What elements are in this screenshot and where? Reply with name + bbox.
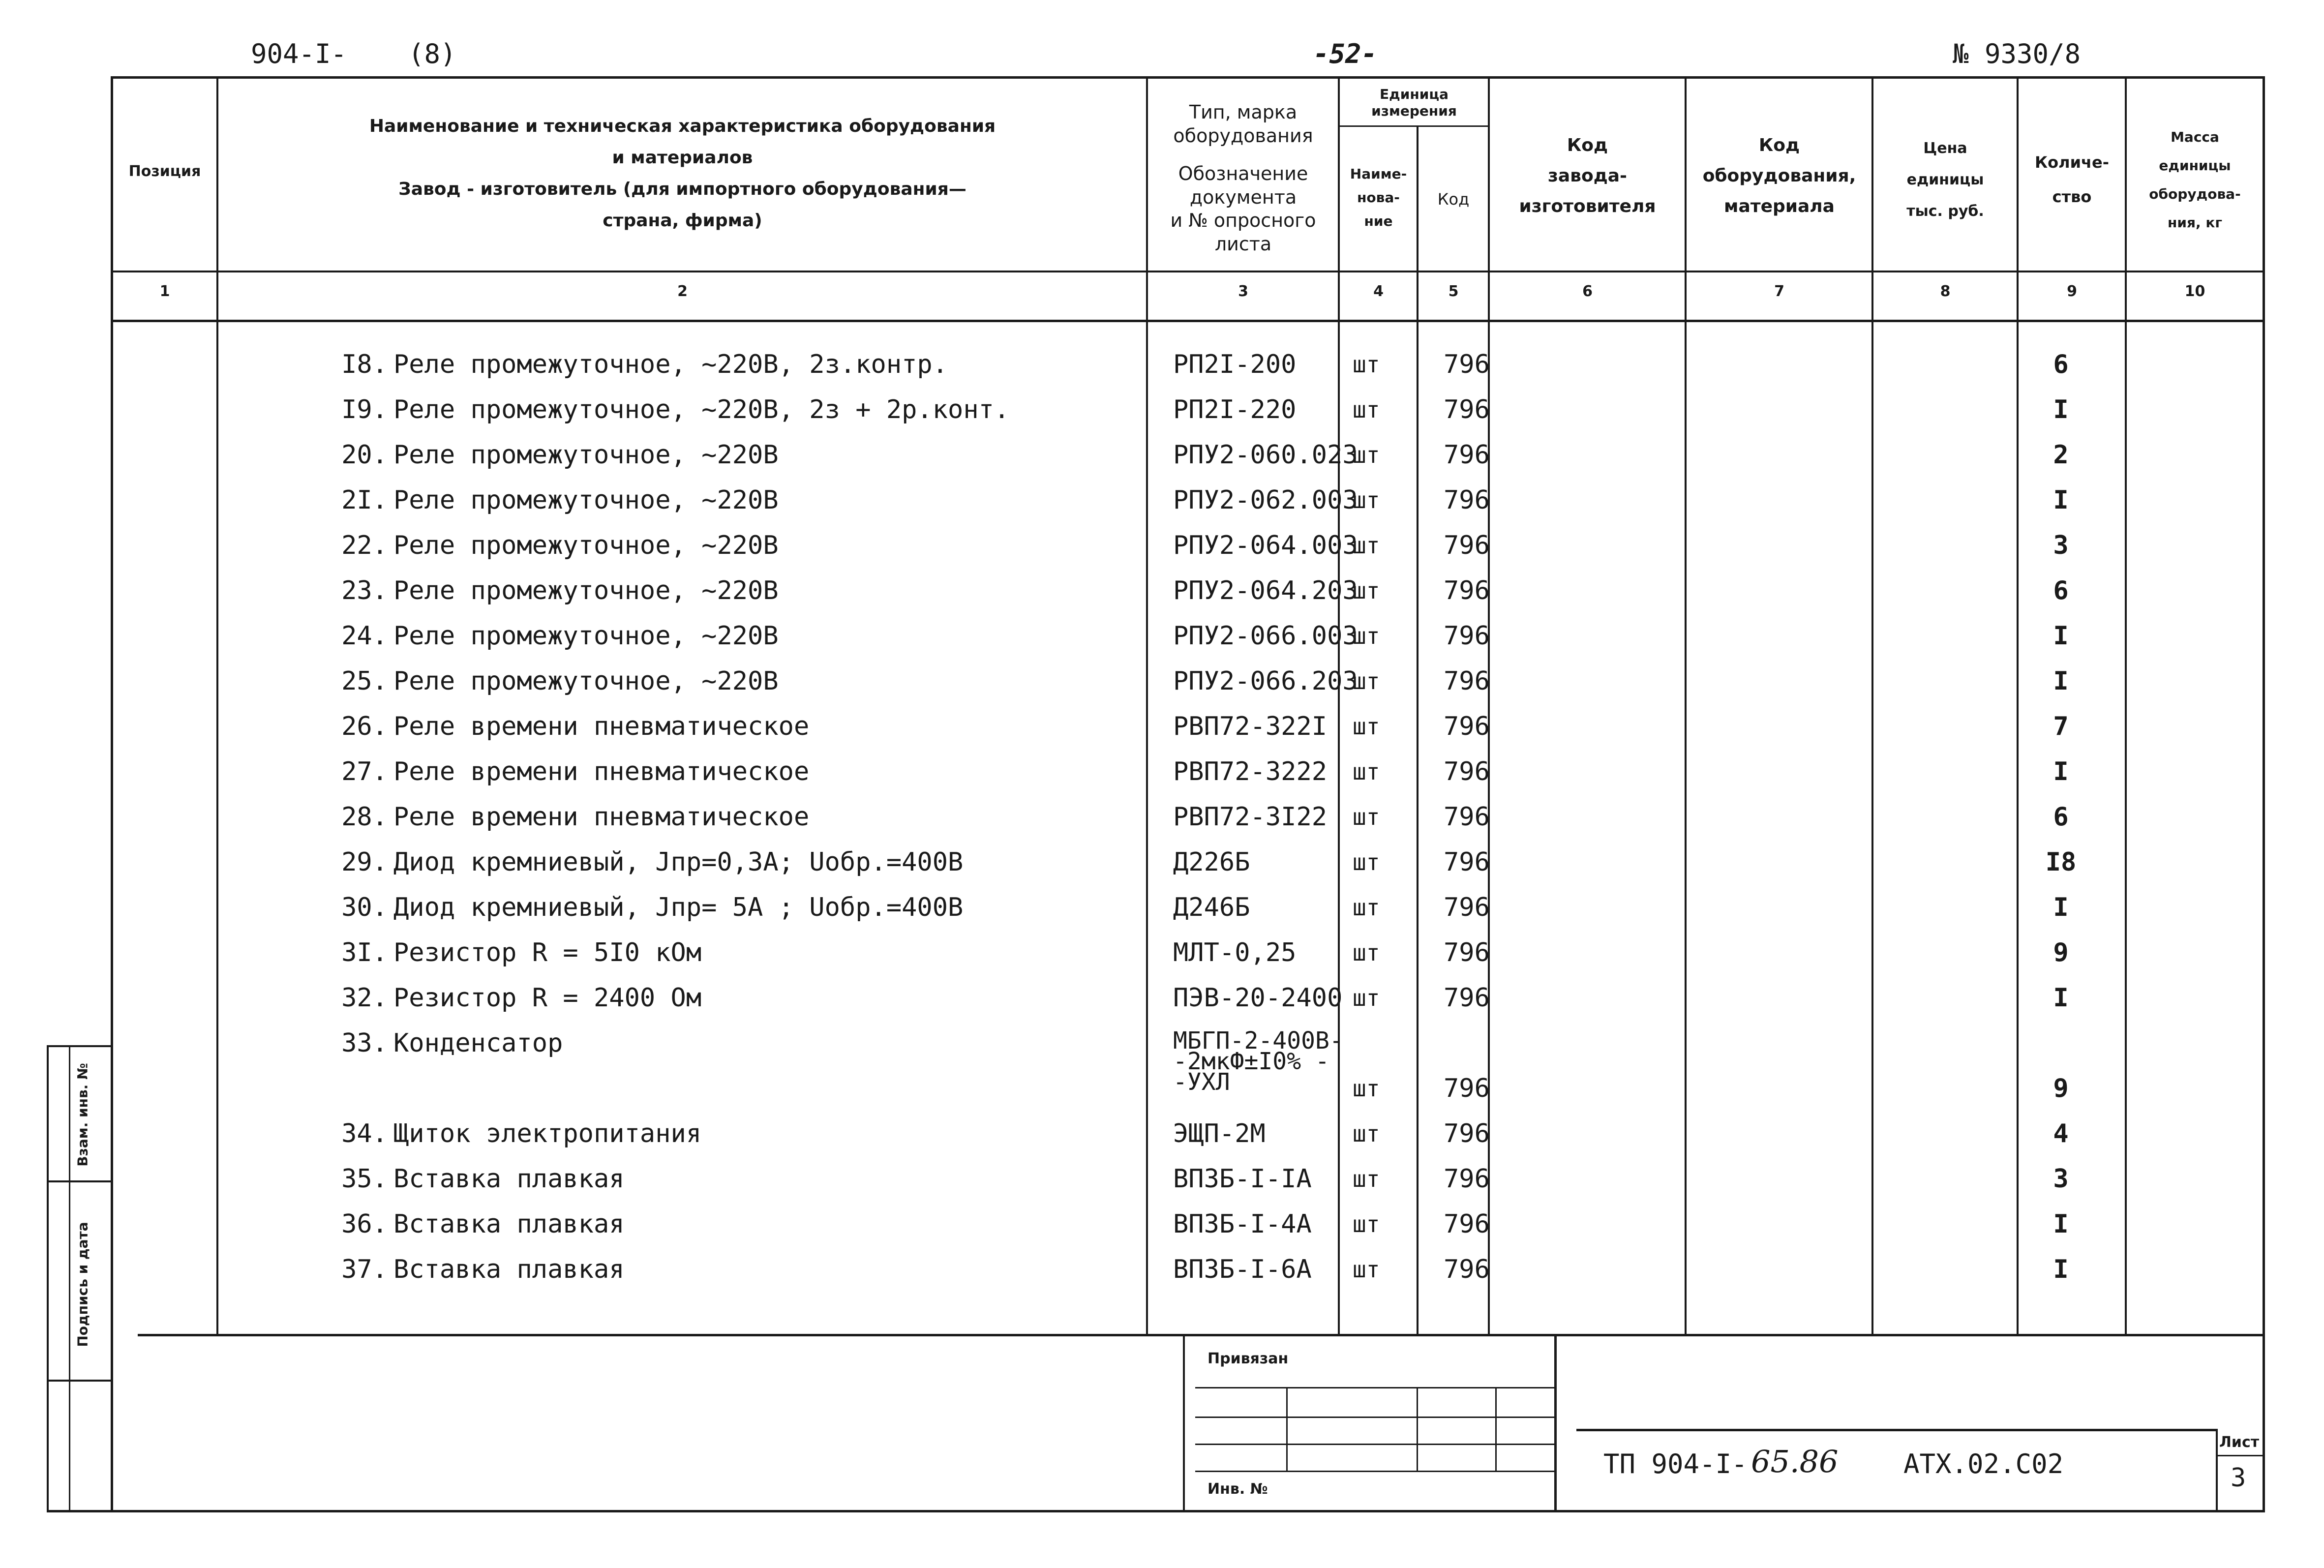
row-type: Д246Б [1173,893,1250,922]
header-sep-2 [111,320,2265,322]
row-quantity: 9 [2053,938,2069,967]
attached-label: Привязан [1207,1350,1289,1367]
row-number: 24. [341,621,388,651]
row-type: РПУ2-064.203 [1173,576,1358,605]
header-material-code-line-2: оборудования, [1702,166,1856,186]
row-number: 36. [341,1209,388,1239]
table-row [0,432,2324,478]
frame-bottom [47,1510,2265,1512]
row-type: ВП3Б-I-IА [1173,1164,1312,1194]
row-quantity: I [2053,757,2069,786]
row-number: 2I. [341,485,388,515]
header-unit-group [1340,86,1488,120]
side-stamp-mid [69,1045,70,1512]
side-stamp-sep-1 [47,1180,113,1182]
row-unit-code: 796 [1444,983,1490,1013]
header-unit-name [1340,162,1417,233]
row-name: Реле промежуточное, ~220В, 2з.контр. [393,350,948,379]
header-position: Позиция [128,163,201,180]
header-factory-code-line-3: изготовителя [1519,196,1656,216]
row-type: Д226Б [1173,847,1250,877]
row-unit-code: 796 [1444,712,1490,741]
row-unit-code: 796 [1444,893,1490,922]
row-type: РВП72-3222 [1173,757,1328,786]
series-code: 904-I- [251,38,347,69]
row-number: 32. [341,983,388,1013]
album-number: (8) [408,38,456,69]
row-type: РВП72-3I22 [1173,802,1328,832]
row-name: Реле времени пневматическое [393,802,810,832]
side-stamp-sep-2 [47,1380,113,1382]
row-type: РПУ2-066.003 [1173,621,1358,651]
header-price [1874,133,2017,227]
row-unit-code: 796 [1444,395,1490,424]
row-unit: шт [1353,1211,1380,1237]
row-type: ЭЩП-2М [1173,1119,1266,1148]
row-type: РПУ2-062.003 [1173,485,1358,515]
stamp-grid-h1 [1195,1387,1554,1388]
table-row [0,704,2324,749]
header-name-line-3: Завод - изготовитель (для импортного оборудования— [398,179,966,199]
row-unit: шт [1353,713,1380,740]
row-unit-code: 796 [1444,440,1490,470]
stamp-box-right [1554,1334,1557,1511]
sheet-box-split [2216,1455,2265,1456]
table-row [0,1247,2324,1292]
row-name: Диод кремниевый, Jпр= 5А ; Uобр.=400В [393,893,964,922]
row-type: РПУ2-064.003 [1173,531,1358,560]
row-unit: шт [1353,804,1380,830]
row-unit-code: 796 [1444,1209,1490,1239]
row-quantity: I [2053,666,2069,696]
side-stamp-vzam-label: Взам. инв. № [74,1063,91,1167]
stamp-grid-h4 [1195,1471,1554,1472]
table-row [0,840,2324,885]
row-unit-code: 796 [1444,802,1490,832]
column-number-2: 2 [677,283,688,300]
row-type: РВП72-322I [1173,712,1328,741]
row-unit-code: 796 [1444,1119,1490,1148]
row-name: Реле промежуточное, ~220В [393,576,779,605]
unit-group-sep [1338,125,1488,127]
row-number: 20. [341,440,388,470]
header-unit-name-line-3: ние [1364,213,1393,229]
header-factory-code-line-1: Код [1567,135,1608,155]
row-name: Щиток электропитания [393,1119,702,1148]
document-suffix: АТХ.02.С02 [1903,1448,2064,1479]
stamp-box-left [1183,1334,1185,1511]
header-factory-code-line-2: завода- [1547,166,1628,186]
frame-top [111,76,2265,79]
designation-rule [1576,1429,2216,1431]
row-type [1173,1027,1344,1096]
column-number-10: 10 [2184,283,2205,300]
table-row [0,1111,2324,1156]
header-name-line-2: и материалов [612,148,753,168]
row-unit: шт [1353,1075,1380,1102]
row-unit-code: 796 [1444,1074,1490,1103]
row-quantity: I8 [2045,847,2077,877]
header-mass-line-4: ния, кг [2168,214,2222,231]
row-quantity: 6 [2053,576,2069,605]
table-row [0,1202,2324,1247]
column-number-8: 8 [1940,283,1951,300]
row-number: 33. [341,1028,388,1058]
row-unit: шт [1353,351,1380,378]
row-name: Реле промежуточное, ~220В [393,531,779,560]
column-number-3: 3 [1238,283,1248,300]
row-number: I9. [341,395,388,424]
row-unit-code: 796 [1444,938,1490,967]
row-number: 23. [341,576,388,605]
table-row [0,659,2324,704]
row-quantity: I [2053,983,2069,1013]
row-unit: шт [1353,1166,1380,1192]
row-unit: шт [1353,396,1380,423]
header-price-line-2: единицы [1906,171,1984,188]
side-stamp-signature-label: Подпись и дата [74,1222,91,1347]
header-type [1148,101,1338,256]
header-name-line-4: страна, фирма) [603,211,762,231]
row-number: 37. [341,1255,388,1284]
row-unit-code: 796 [1444,531,1490,560]
row-name: Реле промежуточное, ~220В, 2з + 2р.конт. [393,395,1010,424]
row-number: 35. [341,1164,388,1194]
row-type: МЛТ-0,25 [1173,938,1297,967]
stamp-grid-v3 [1495,1387,1497,1471]
header-name [219,111,1146,237]
header-material-code [1687,130,1871,222]
table-row [0,342,2324,387]
row-unit: шт [1353,758,1380,785]
row-quantity: 3 [2053,1164,2069,1194]
row-quantity: I [2053,621,2069,651]
row-type: ПЭВ-20-2400 [1173,983,1343,1013]
table-row [0,1156,2324,1202]
row-type-line-3: -УХЛ [1173,1068,1230,1096]
row-quantity: I [2053,1255,2069,1284]
row-quantity: 7 [2053,712,2069,741]
row-quantity: 9 [2053,1074,2069,1103]
row-name: Реле промежуточное, ~220В [393,666,779,696]
row-unit: шт [1353,894,1380,921]
row-number: 30. [341,893,388,922]
header-type-line-1: Тип, марка [1189,101,1298,123]
row-name: Резистор R = 5I0 кОм [393,938,702,967]
row-type-line-2: -2мкФ±I0% - [1173,1048,1329,1075]
row-name: Резистор R = 2400 Ом [393,983,702,1013]
column-number-6: 6 [1582,283,1593,300]
row-type: ВП3Б-I-6А [1173,1255,1312,1284]
table-row [0,478,2324,523]
row-type: РП2I-220 [1173,395,1297,424]
column-number-5: 5 [1448,283,1459,300]
stamp-grid-v2 [1417,1387,1418,1471]
header-mass [2127,123,2263,237]
header-unit-name-line-1: Наиме- [1350,166,1407,182]
column-number-4: 4 [1373,283,1384,300]
row-name: Реле промежуточное, ~220В [393,440,779,470]
row-unit: шт [1353,985,1380,1011]
header-mass-line-3: оборудова- [2149,186,2241,202]
row-unit-code: 796 [1444,350,1490,379]
document-code-handwritten: 65.86 [1751,1444,1839,1479]
sheet-box-left [2216,1429,2218,1510]
header-material-code-line-3: материала [1724,196,1835,216]
header-price-line-3: тыс. руб. [1906,203,1984,220]
stamp-grid-h3 [1195,1444,1554,1445]
header-name-line-1: Наименование и техническая характеристика оборудования [369,116,996,136]
row-quantity: 6 [2053,350,2069,379]
row-type: ВП3Б-I-4А [1173,1209,1312,1239]
document-code: ТП 904-I- [1603,1448,1748,1479]
sheet-label: Лист [2219,1434,2260,1451]
row-unit: шт [1353,1120,1380,1147]
row-number: 28. [341,802,388,832]
row-unit-code: 796 [1444,1164,1490,1194]
header-mass-line-2: единицы [2159,157,2231,174]
side-stamp-top [47,1045,113,1047]
row-name: Диод кремниевый, Jпр=0,3А; Uобр.=400В [393,847,964,877]
table-row [0,387,2324,432]
table-row [0,885,2324,930]
row-type: РП2I-200 [1173,350,1297,379]
row-unit: шт [1353,577,1380,604]
table-row [0,1021,2324,1111]
row-quantity: 6 [2053,802,2069,832]
header-quantity-line-1: Количе- [2035,153,2109,172]
page-number: -52- [1313,38,1378,69]
header-designation-line-4: листа [1214,233,1272,255]
row-number: 26. [341,712,388,741]
inventory-label: Инв. № [1207,1480,1268,1498]
row-unit-code: 796 [1444,621,1490,651]
row-unit: шт [1353,668,1380,694]
row-number: 3I. [341,938,388,967]
row-name: Вставка плавкая [393,1255,625,1284]
row-number: 25. [341,666,388,696]
header-designation-line-1: Обозначение [1178,163,1308,184]
row-unit: шт [1353,487,1380,513]
row-name: Реле времени пневматическое [393,712,810,741]
header-unit-group-line-2: измерения [1371,103,1457,119]
header-type-line-2: оборудования [1173,124,1313,147]
header-unit-name-line-2: нова- [1357,189,1400,206]
row-unit-code: 796 [1444,666,1490,696]
row-type: РПУ2-066.203 [1173,666,1358,696]
row-type-line-1: МБГП-2-400В- [1173,1027,1344,1055]
sheet-number: 3 [2231,1463,2246,1493]
row-quantity: I [2053,485,2069,515]
table-row [0,523,2324,568]
row-name: Конденсатор [393,1028,563,1058]
document-number: № 9330/8 [1953,38,2081,69]
row-number: 29. [341,847,388,877]
row-name: Реле промежуточное, ~220В [393,485,779,515]
header-designation-line-3: и № опросного [1170,210,1316,231]
side-stamp-left [47,1045,49,1512]
header-sep-1 [111,271,2265,272]
table-row [0,930,2324,975]
row-name: Вставка плавкая [393,1209,625,1239]
header-quantity [2019,145,2125,214]
column-number-9: 9 [2067,283,2077,300]
stamp-grid-h2 [1195,1417,1554,1418]
row-unit: шт [1353,532,1380,559]
row-unit-code: 796 [1444,847,1490,877]
row-quantity: I [2053,893,2069,922]
row-name: Реле промежуточное, ~220В [393,621,779,651]
row-quantity: I [2053,1209,2069,1239]
column-number-7: 7 [1774,283,1784,300]
table-row [0,975,2324,1021]
header-price-line-1: Цена [1923,140,1967,157]
row-unit: шт [1353,442,1380,468]
row-name: Вставка плавкая [393,1164,625,1194]
row-unit: шт [1353,939,1380,966]
row-number: 34. [341,1119,388,1148]
table-row [0,794,2324,840]
row-quantity: I [2053,395,2069,424]
row-unit-code: 796 [1444,1255,1490,1284]
row-quantity: 2 [2053,440,2069,470]
header-mass-line-1: Масса [2171,129,2219,145]
row-unit: шт [1353,623,1380,649]
row-type: РПУ2-060.023 [1173,440,1358,470]
row-number: I8. [341,350,388,379]
header-unit-group-line-1: Единица [1380,86,1449,102]
row-number: 27. [341,757,388,786]
header-unit-code: Код [1437,190,1470,209]
column-number-1: 1 [159,283,170,300]
row-unit: шт [1353,849,1380,875]
table-row [0,749,2324,794]
row-unit-code: 796 [1444,757,1490,786]
header-material-code-line-1: Код [1758,135,1800,155]
row-unit-code: 796 [1444,485,1490,515]
header-designation-line-2: документа [1189,186,1297,208]
header-quantity-line-2: ство [2052,187,2092,206]
table-row [0,613,2324,659]
row-unit: шт [1353,1256,1380,1283]
row-quantity: 4 [2053,1119,2069,1148]
header-factory-code [1490,130,1685,222]
stamp-grid-v1 [1286,1387,1288,1471]
row-unit-code: 796 [1444,576,1490,605]
table-row [0,568,2324,613]
table-bottom [138,1334,2265,1336]
row-quantity: 3 [2053,531,2069,560]
row-name: Реле времени пневматическое [393,757,810,786]
row-number: 22. [341,531,388,560]
